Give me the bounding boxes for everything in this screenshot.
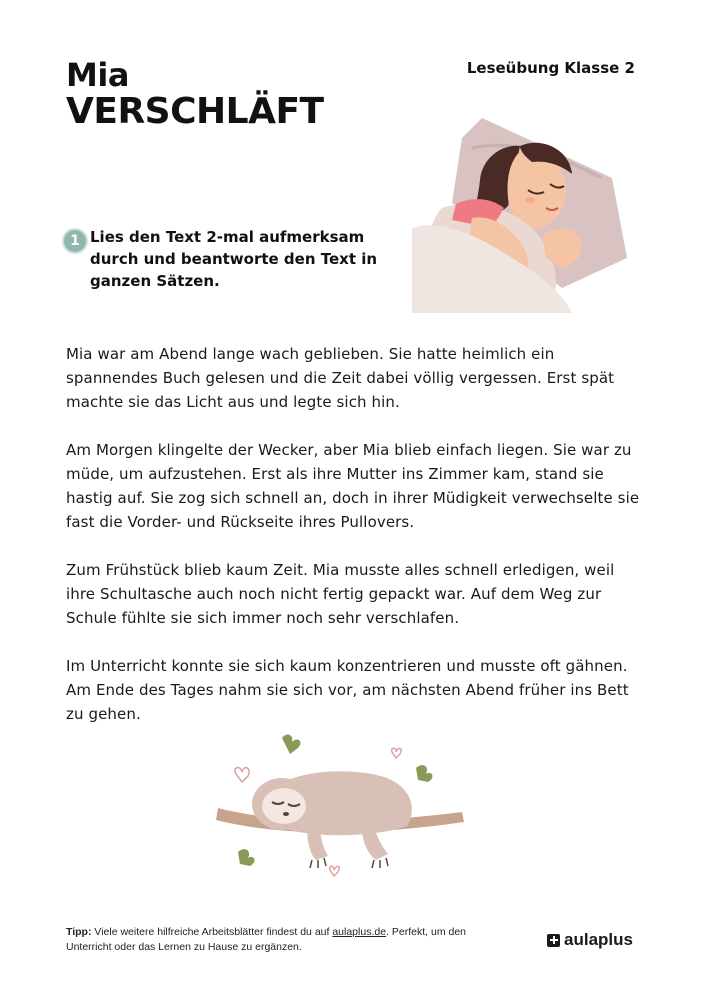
story-text	[66, 342, 646, 750]
title-name: Mia	[66, 56, 129, 94]
task-text: Lies den Text 2-mal aufmerksam durch und beantworte den Text in ganzen Sätzen.	[90, 228, 378, 290]
brand-name: aulaplus	[564, 930, 633, 949]
tip-text-after: . Perfekt, um den Unterricht oder das Lernen zu Hause zu ergänzen.	[66, 926, 467, 953]
story-paragraph: Am Morgen klingelte der Wecker, aber Mia blieb einfach liegen. Sie war zu müde, um aufzustehen. Erst als ihre Mutter ins Zimmer kam, stand sie hastig auf. Sie zog sich schnell an, doch in ihrer Müdigkeit verwechselte sie fast die Vorder- und Rückseite ihres Pullovers.	[66, 441, 640, 531]
brand-logo	[547, 930, 633, 950]
tip-text-before: Viele weitere hilfreiche Arbeitsblätter findest du auf	[91, 926, 333, 938]
sleeping-sloth-illustration	[212, 730, 472, 880]
footer-tip	[66, 925, 506, 955]
sleeping-girl-illustration	[412, 108, 632, 313]
tip-link[interactable]: aulaplus.de	[332, 926, 387, 938]
story-paragraph: Zum Frühstück blieb kaum Zeit. Mia musste alles schnell erledigen, weil ihre Schultasche auch noch nicht fertig gepackt war. Auf dem Weg zur Schule fühlte sie sich immer noch sehr verschlafen.	[66, 561, 615, 627]
plus-box-icon	[547, 934, 560, 947]
task-number-badge: 1	[62, 228, 88, 254]
tip-label: Tipp:	[66, 926, 92, 938]
story-paragraph: Mia war am Abend lange wach geblieben. Sie hatte heimlich ein spannendes Buch gelesen und die Zeit dabei völlig vergessen. Erst spät machte sie das Licht aus und legte sich hin.	[66, 345, 615, 411]
page-title: VERSCHLÄFT	[66, 91, 324, 132]
worksheet-subject: Leseübung Klasse 2	[466, 59, 635, 77]
story-paragraph: Im Unterricht konnte sie sich kaum konzentrieren und musste oft gähnen. Am Ende des Tages nahm sie sich vor, am nächsten Abend früher ins Bett zu gehen.	[66, 657, 629, 723]
